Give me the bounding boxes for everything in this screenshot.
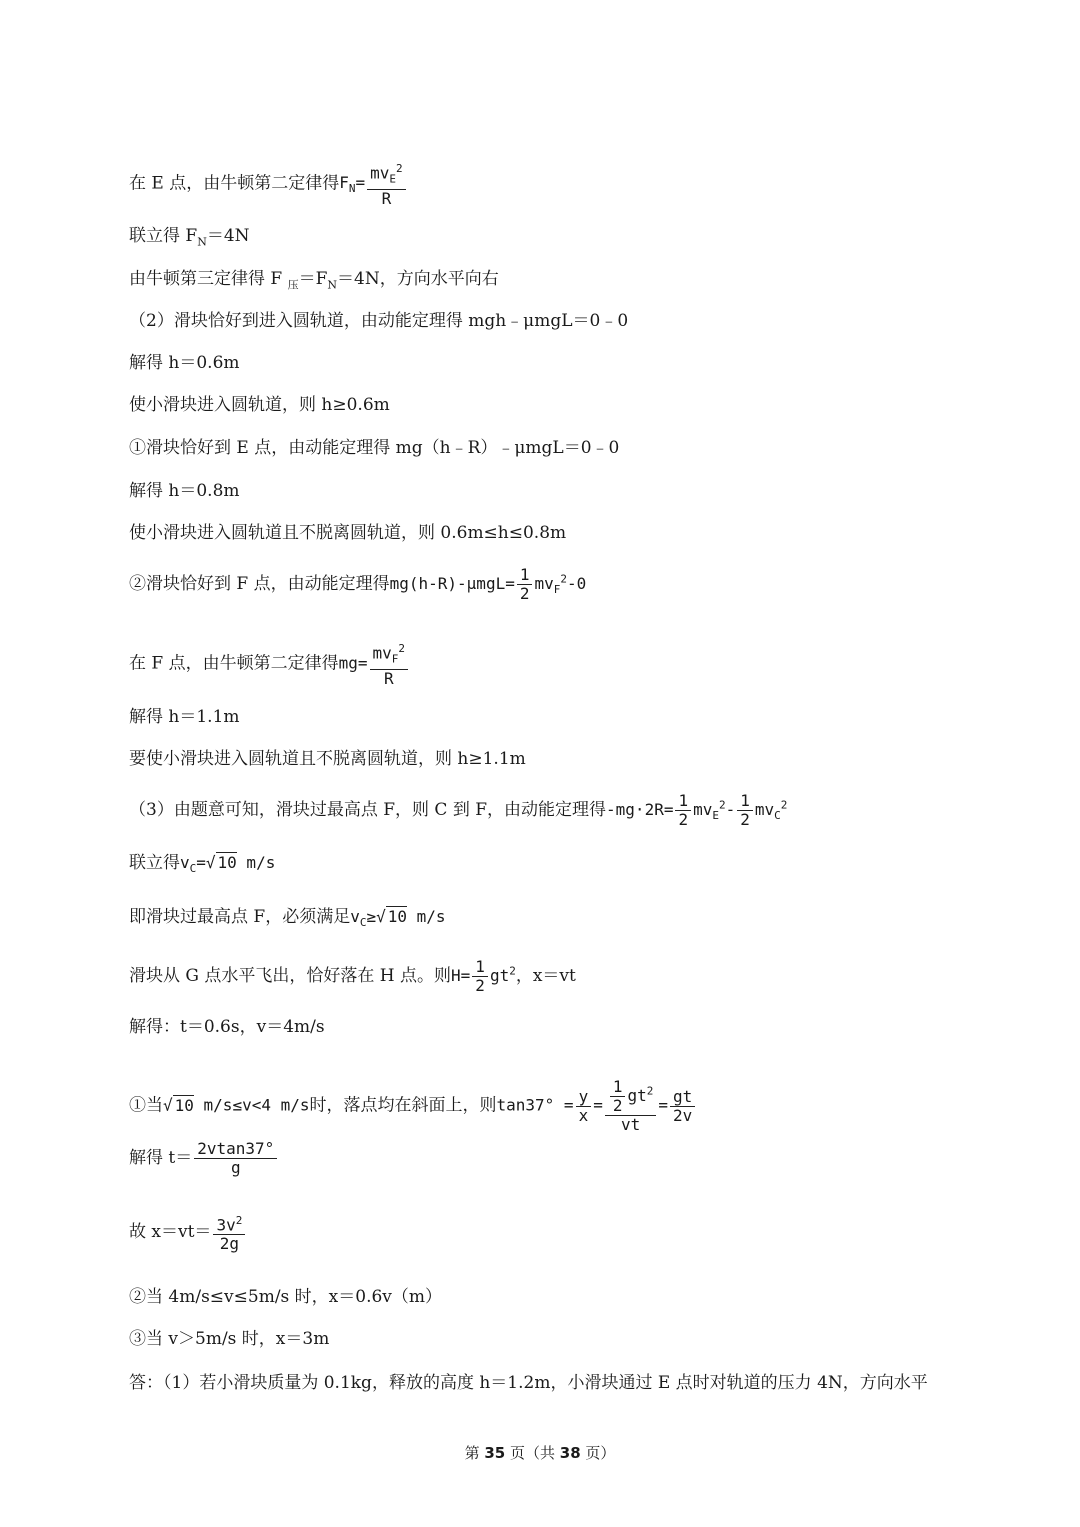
- line-13: 要使小滑块进入圆轨道且不脱离圆轨道，则 h≥1.1m: [129, 749, 526, 769]
- line-12: 解得 h＝1.1m: [129, 707, 240, 727]
- line-22: ②当 4m/s≤v≤5m/s 时，x＝0.6v（m）: [129, 1287, 443, 1307]
- page-footer: 第 35 页（共 38 页）: [464, 1444, 616, 1462]
- line-5: 解得 h＝0.6m: [129, 353, 240, 373]
- line-20: 解得 t＝ $\frac{2vtan37^\circ}{g}$: [129, 1140, 279, 1177]
- line-14: （3）由题意可知，滑块过最高点 F，则 C 到 F，由动能定理得-mg·2R= $\frac{1}{2}$ $mv_E^2-$ $\frac{1}{2}$ $mv_C^2$: [129, 791, 788, 829]
- line-3: 由牛顿第三定律得 F $_压=F_N=4N$，方向水平向右: [129, 269, 499, 292]
- line-21: 故 x＝vt＝ $\frac{3v^2}{2g}$: [129, 1212, 247, 1253]
- line-17: 滑块从 G 点水平飞出，恰好落在 H 点。则H= $\frac{1}{2}$ $gt^2$，x＝vt: [129, 957, 576, 995]
- line-6: 使小滑块进入圆轨道，则 h≥0.6m: [129, 395, 390, 415]
- line-23: ③当 v＞5m/s 时，x＝3m: [129, 1329, 330, 1349]
- line-16: 即滑块过最高点 F，必须满足$v_C\ge√$ 10 m/s: [129, 907, 446, 930]
- line-8: 解得 h＝0.8m: [129, 481, 240, 501]
- line-4: （2）滑块恰好到进入圆轨道，由动能定理得 mgh﹣μmgL＝0﹣0: [129, 311, 629, 331]
- line-11: 在 F 点，由牛顿第二定律得mg= $\frac{mv_F^2}{R}$: [129, 640, 410, 688]
- line-9: 使小滑块进入圆轨道且不脱离圆轨道，则 0.6m≤h≤0.8m: [129, 523, 567, 543]
- line-15: 联立得$v_C=√$ 10 m/s: [129, 853, 276, 876]
- line-7: ①滑块恰好到 E 点，由动能定理得 mg（h﹣R）﹣μmgL＝0﹣0: [129, 438, 620, 458]
- line-1: 在 E 点，由牛顿第二定律得$F_N=$ $\frac{mv_E^2}{R}$: [129, 160, 408, 208]
- line-19: ①当√ 10 m/s≤v<4 m/s时，落点均在斜面上，则tan37° = $\frac{y}{x}$ = $\frac{1}{2}$ $gt^2$ vt = $\frac{gt}{2v}$: [129, 1078, 697, 1134]
- line-18: 解得：t＝0.6s，v＝4m/s: [129, 1017, 325, 1037]
- line-2: 联立得 $F_N=4N$: [129, 226, 250, 249]
- line-10: ②滑块恰好到 F 点，由动能定理得mg(h-R)-μmgL= $\frac{1}{2}$ $mv_F^2-0$: [129, 565, 587, 603]
- line-24: 答：（1）若小滑块质量为 0.1kg，释放的高度 h＝1.2m，小滑块通过 E 点时对轨道的压力 4N，方向水平: [129, 1373, 928, 1393]
